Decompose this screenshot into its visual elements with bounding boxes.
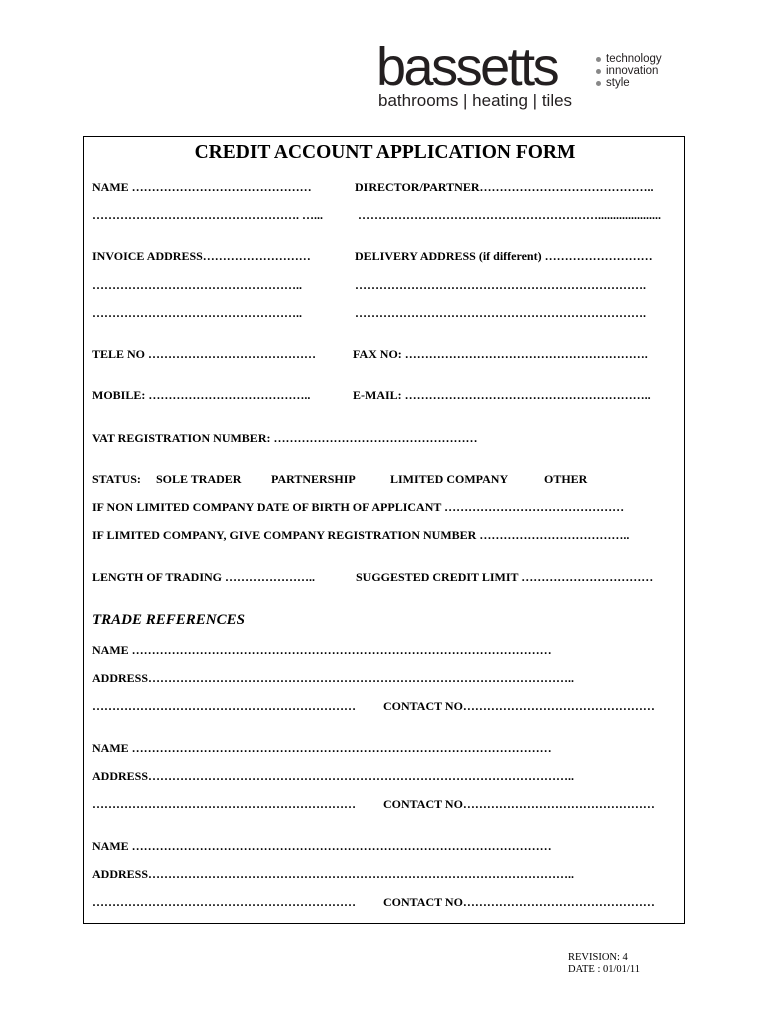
dob-field[interactable]: IF NON LIMITED COMPANY DATE OF BIRTH OF APPLICANT ……………………………………… — [92, 500, 625, 514]
ref-name-field[interactable]: NAME …………………………………………………………………………………………… — [92, 839, 552, 853]
bullet-icon — [596, 69, 601, 74]
length-trading-field[interactable]: LENGTH OF TRADING ………………….. — [92, 570, 316, 584]
ref-address-field[interactable]: ADDRESS…………………………………………………………………………………………….. — [92, 769, 575, 783]
director-field-cont[interactable]: ……………………………………………………..................... — [358, 208, 661, 222]
logo-tags — [596, 53, 662, 89]
tele-field[interactable]: TELE NO …………………………………… — [92, 347, 317, 361]
ref-address-line[interactable]: ………………………………………………………… — [92, 895, 356, 909]
ref-contact-field[interactable]: CONTACT NO………………………………………… — [383, 895, 655, 909]
delivery-address-line[interactable]: ………………………………………………………………. — [355, 306, 646, 320]
bullet-icon — [596, 57, 601, 62]
ref-address-field[interactable]: ADDRESS…………………………………………………………………………………………….. — [92, 671, 575, 685]
vat-field[interactable]: VAT REGISTRATION NUMBER: …………………………………………… — [92, 431, 478, 445]
name-field[interactable]: NAME ……………………………………… — [92, 180, 312, 194]
ref-name-field[interactable]: NAME …………………………………………………………………………………………… — [92, 741, 552, 755]
form-title: CREDIT ACCOUNT APPLICATION FORM — [194, 142, 576, 163]
ref-name-field[interactable]: NAME …………………………………………………………………………………………… — [92, 643, 552, 657]
invoice-address-line[interactable]: …………………………………………….. — [92, 306, 302, 320]
name-field-cont[interactable]: ……………………………………………. …... — [92, 208, 323, 222]
logo-wordmark: bassetts — [376, 37, 558, 97]
revision-date: DATE : 01/01/11 — [568, 964, 640, 975]
logo-tag: innovation — [596, 65, 662, 77]
logo-tag: technology — [596, 53, 662, 65]
ref-contact-field[interactable]: CONTACT NO………………………………………… — [383, 699, 655, 713]
status-option-limited-company[interactable]: LIMITED COMPANY — [390, 472, 509, 486]
ref-address-line[interactable]: ………………………………………………………… — [92, 699, 356, 713]
logo-tag: style — [596, 77, 662, 89]
ref-address-line[interactable]: ………………………………………………………… — [92, 797, 356, 811]
status-option-other[interactable]: OTHER — [544, 472, 588, 486]
logo-subline: bathrooms | heating | tiles — [378, 91, 573, 110]
mobile-field[interactable]: MOBILE: ………………………………….. — [92, 388, 311, 402]
director-field[interactable]: DIRECTOR/PARTNER…………………………………….. — [355, 180, 654, 194]
invoice-address-field[interactable]: INVOICE ADDRESS……………………… — [92, 249, 311, 263]
status-option-sole-trader[interactable]: SOLE TRADER — [156, 472, 242, 486]
email-field[interactable]: E-MAIL: …………………………………………………….. — [353, 388, 651, 402]
bullet-icon — [596, 81, 601, 86]
fax-field[interactable]: FAX NO: ……………………………………………………. — [353, 347, 648, 361]
invoice-address-line[interactable]: …………………………………………….. — [92, 278, 302, 292]
revision-number: REVISION: 4 — [568, 952, 628, 963]
status-option-partnership[interactable]: PARTNERSHIP — [271, 472, 356, 486]
ref-address-field[interactable]: ADDRESS…………………………………………………………………………………………….. — [92, 867, 575, 881]
company-logo — [376, 37, 686, 116]
revision-info — [568, 952, 640, 976]
delivery-address-line[interactable]: ………………………………………………………………. — [355, 278, 646, 292]
trade-references-heading: TRADE REFERENCES — [92, 612, 245, 628]
company-reg-field[interactable]: IF LIMITED COMPANY, GIVE COMPANY REGISTRATION NUMBER ……………………………….. — [92, 528, 630, 542]
status-label: STATUS: — [92, 472, 141, 486]
ref-contact-field[interactable]: CONTACT NO………………………………………… — [383, 797, 655, 811]
delivery-address-field[interactable]: DELIVERY ADDRESS (if different) ……………………… — [355, 249, 653, 263]
credit-limit-field[interactable]: SUGGESTED CREDIT LIMIT …………………………… — [356, 570, 654, 584]
